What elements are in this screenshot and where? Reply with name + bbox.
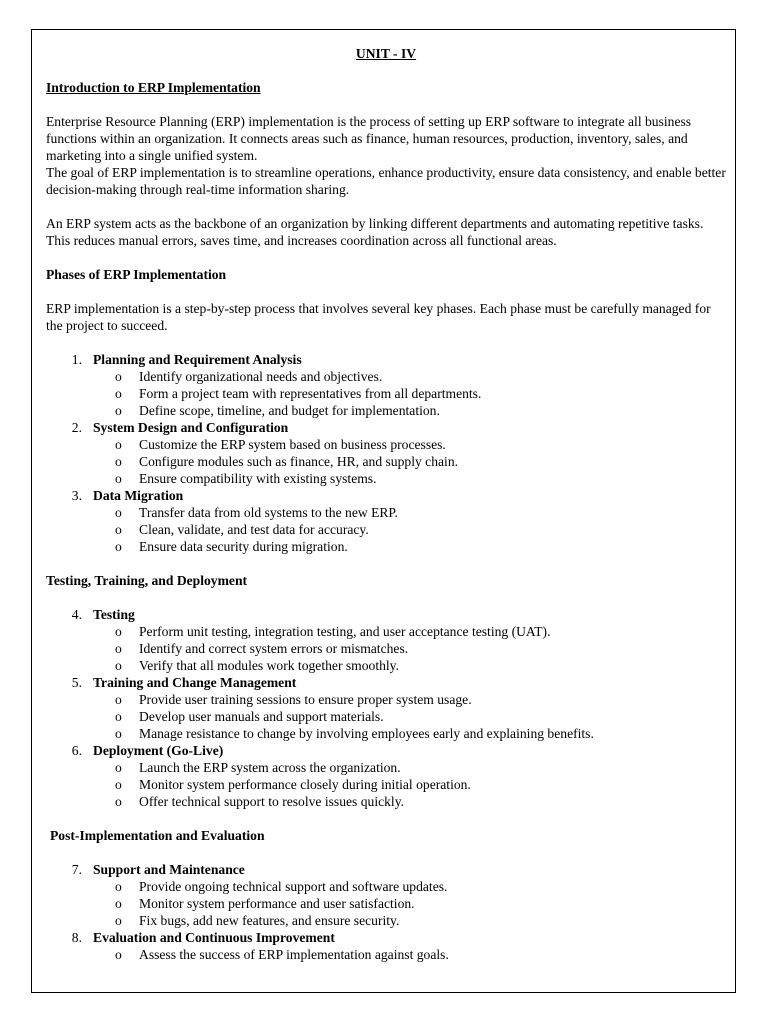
bullet-item (93, 521, 726, 538)
bullet-text: Assess the success of ERP implementation against goals. (139, 947, 449, 962)
bullet-circle-icon: o (115, 437, 122, 452)
bullet-text: Clean, validate, and test data for accuracy. (139, 522, 369, 537)
bullet-text: Develop user manuals and support materials. (139, 709, 384, 724)
bullet-circle-icon: o (115, 624, 122, 639)
phases-paragraph: ERP implementation is a step-by-step process that involves several key phases. Each phase must be carefully managed for the project to succeed. (46, 301, 711, 333)
post-list (46, 861, 726, 963)
unit-title: UNIT - IV (355, 46, 417, 61)
bullet-item (93, 368, 726, 385)
bullet-item (93, 385, 726, 402)
bullet-item (93, 453, 726, 470)
testing-heading: Testing, Training, and Deployment (46, 573, 248, 588)
bullet-circle-icon: o (115, 386, 122, 401)
bullet-item (93, 708, 726, 725)
bullet-text: Fix bugs, add new features, and ensure security. (139, 913, 400, 928)
bullet-item (93, 657, 726, 674)
bullet-text: Configure modules such as finance, HR, and supply chain. (139, 454, 459, 469)
bullet-text: Verify that all modules work together smoothly. (139, 658, 399, 673)
bullet-text: Customize the ERP system based on business processes. (139, 437, 446, 452)
phase-title: Data Migration (93, 488, 184, 503)
bullet-circle-icon: o (115, 726, 122, 741)
phase-title: Deployment (Go-Live) (93, 743, 224, 758)
bullet-text: Provide ongoing technical support and software updates. (139, 879, 448, 894)
phase-title: Training and Change Management (93, 675, 297, 690)
bullet-text: Offer technical support to resolve issues quickly. (139, 794, 405, 809)
bullet-text: Manage resistance to change by involving employees early and explaining benefits. (139, 726, 594, 741)
phase-title: Evaluation and Continuous Improvement (93, 930, 335, 945)
phase-item (46, 351, 726, 419)
bullet-circle-icon: o (115, 641, 122, 656)
post-heading: Post-Implementation and Evaluation (50, 828, 265, 843)
bullet-text: Monitor system performance closely during initial operation. (139, 777, 471, 792)
bullet-circle-icon: o (115, 777, 122, 792)
bullet-item (93, 470, 726, 487)
bullet-list (93, 504, 726, 555)
phase-item (46, 606, 726, 674)
intro-heading: Introduction to ERP Implementation (46, 80, 261, 95)
bullet-item (93, 895, 726, 912)
bullet-circle-icon: o (115, 709, 122, 724)
phase-title: Planning and Requirement Analysis (93, 352, 302, 367)
bullet-item (93, 776, 726, 793)
bullet-item (93, 691, 726, 708)
bullet-circle-icon: o (115, 879, 122, 894)
phase-item (46, 742, 726, 810)
bullet-circle-icon: o (115, 505, 122, 520)
bullet-text: Ensure compatibility with existing systems. (139, 471, 377, 486)
intro-paragraph-1a: Enterprise Resource Planning (ERP) implementation is the process of setting up ERP software to integrate all business functions within an organization. It connects areas such as finance, human resources, production, inventory, sales, and marketing into a single unified system. (46, 114, 692, 163)
bullet-circle-icon: o (115, 947, 122, 962)
bullet-text: Launch the ERP system across the organization. (139, 760, 401, 775)
phases-list (46, 351, 726, 555)
bullet-circle-icon: o (115, 471, 122, 486)
bullet-text: Define scope, timeline, and budget for implementation. (139, 403, 440, 418)
bullet-list (93, 691, 726, 742)
bullet-text: Ensure data security during migration. (139, 539, 348, 554)
bullet-text: Perform unit testing, integration testing, and user acceptance testing (UAT). (139, 624, 551, 639)
bullet-item (93, 436, 726, 453)
phase-number: 5. (71, 675, 82, 690)
bullet-list (93, 759, 726, 810)
bullet-list (93, 946, 726, 963)
phase-item (46, 419, 726, 487)
phase-title: Testing (93, 607, 135, 622)
bullet-circle-icon: o (115, 522, 122, 537)
phase-item (46, 487, 726, 555)
bullet-item (93, 623, 726, 640)
intro-paragraph-1b: The goal of ERP implementation is to streamline operations, enhance productivity, ensure data consistency, and enable better decision-making through real-time information sharing. (46, 165, 726, 197)
bullet-item (93, 759, 726, 776)
bullet-item (93, 946, 726, 963)
phase-number: 1. (71, 352, 82, 367)
intro-paragraph-2: An ERP system acts as the backbone of an organization by linking different departments and automating repetitive tasks. This reduces manual errors, saves time, and increases coordination across all functional areas. (46, 216, 704, 248)
bullet-item (93, 725, 726, 742)
bullet-item (93, 402, 726, 419)
bullet-circle-icon: o (115, 794, 122, 809)
phase-number: 6. (71, 743, 82, 758)
bullet-circle-icon: o (115, 454, 122, 469)
bullet-circle-icon: o (115, 658, 122, 673)
bullet-circle-icon: o (115, 692, 122, 707)
bullet-list (93, 878, 726, 929)
phase-number: 7. (71, 862, 82, 877)
phase-number: 4. (71, 607, 82, 622)
phase-item (46, 674, 726, 742)
bullet-text: Monitor system performance and user satisfaction. (139, 896, 415, 911)
phase-number: 8. (71, 930, 82, 945)
bullet-item (93, 793, 726, 810)
testing-list (46, 606, 726, 810)
bullet-text: Form a project team with representatives from all departments. (139, 386, 482, 401)
bullet-list (93, 623, 726, 674)
bullet-circle-icon: o (115, 539, 122, 554)
bullet-text: Provide user training sessions to ensure proper system usage. (139, 692, 472, 707)
phases-heading: Phases of ERP Implementation (46, 267, 227, 282)
bullet-circle-icon: o (115, 403, 122, 418)
bullet-list (93, 436, 726, 487)
bullet-circle-icon: o (115, 896, 122, 911)
document-body (46, 41, 726, 963)
bullet-circle-icon: o (115, 369, 122, 384)
phase-item (46, 929, 726, 963)
bullet-text: Identify organizational needs and objectives. (139, 369, 383, 384)
bullet-item (93, 878, 726, 895)
bullet-item (93, 504, 726, 521)
bullet-text: Identify and correct system errors or mismatches. (139, 641, 409, 656)
bullet-circle-icon: o (115, 760, 122, 775)
phase-title: System Design and Configuration (93, 420, 289, 435)
phase-number: 3. (71, 488, 82, 503)
phase-item (46, 861, 726, 929)
bullet-circle-icon: o (115, 913, 122, 928)
bullet-list (93, 368, 726, 419)
bullet-item (93, 912, 726, 929)
bullet-text: Transfer data from old systems to the new ERP. (139, 505, 398, 520)
phase-number: 2. (71, 420, 82, 435)
bullet-item (93, 640, 726, 657)
bullet-item (93, 538, 726, 555)
phase-title: Support and Maintenance (93, 862, 245, 877)
